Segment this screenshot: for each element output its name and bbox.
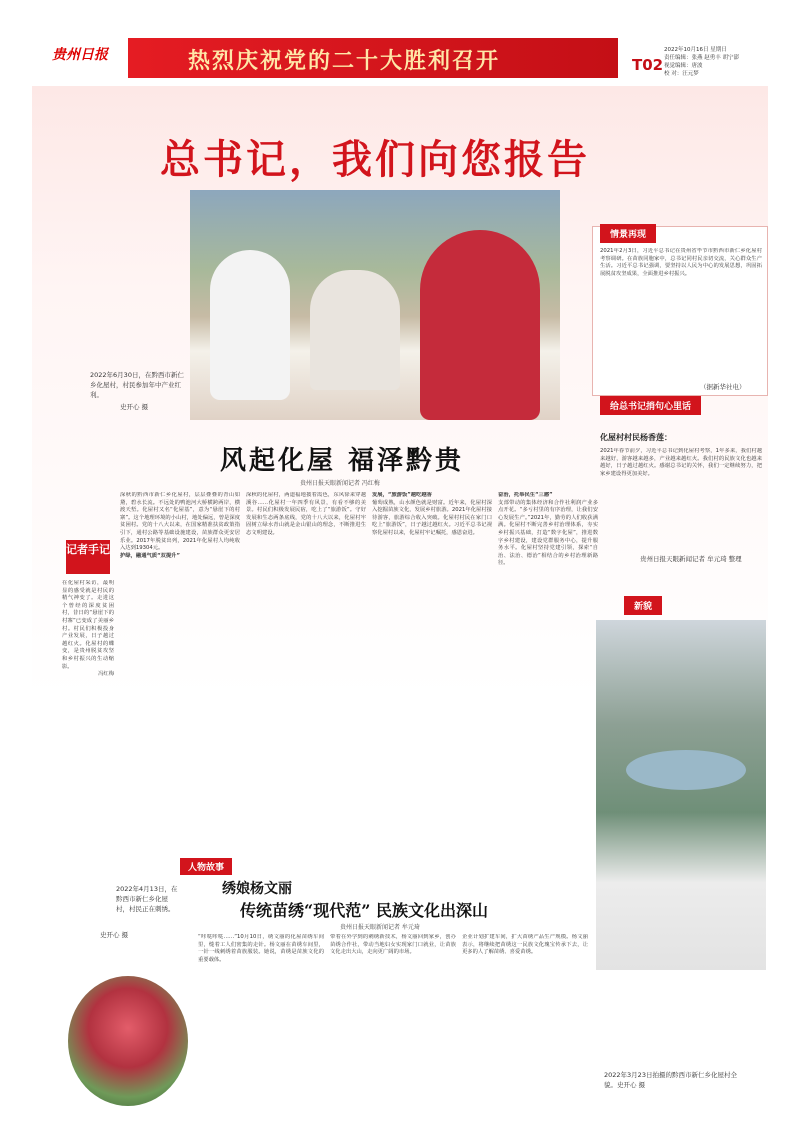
article-col-3: [372, 492, 492, 852]
notes-label: 记者手记: [66, 540, 110, 574]
letter-label: 给总书记捎句心里话: [600, 396, 701, 415]
banner-title: 热烈庆祝党的二十大胜利召开: [188, 48, 501, 74]
banner: [128, 38, 618, 78]
profile-col-1: “咔哒咔哒……”10月10日，绣文丽的化屋苗绣车间里，缝着工人们密集的走针。杨文丽在苗绣车间里，一针一线刺绣着苗族服装。她说，苗绣是苗族文化的重要载体。: [198, 934, 324, 963]
letter-greeting: 化屋村村民杨香莲：: [600, 433, 672, 442]
notes-text: [62, 580, 114, 810]
meta-visual: 视觉编辑：唐波: [664, 63, 703, 69]
meta-proof: 校 对：汪元梦: [664, 71, 699, 77]
photo-figure-left: [210, 250, 290, 400]
qingjing-credit: （据新华社电）: [700, 383, 746, 391]
article-col-1: [120, 492, 240, 852]
article-headline: 风起化屋 福泽黔贵: [220, 446, 465, 476]
qingjing-text: 2021年2月3日，习近平总书记在贵州省毕节市黔西市新仁乡化屋村考察调研。在苗族同胞家中，总书记同村民亲切交流，关心群众生产生活。习近平总书记强调，要坚持以人民为中心的发展思想，巩固拓展脱贫攻坚成果，全面推进乡村振兴。: [600, 248, 762, 277]
profile-headline-1: 绣娘杨文丽: [222, 881, 292, 897]
profile-byline: 贵州日报天眼新闻记者 牟元琦: [340, 924, 420, 931]
village-photo: [596, 620, 766, 970]
subhead-2: 发展，“旅游饭”越吃越香: [372, 492, 432, 498]
meta-date: 2022年10月16日 星期日: [664, 47, 727, 53]
letter-text: 2021年春节前夕，习近平总书记到化屋村考察，1年多来，我们村越来越好，游客越来越多，产业越来越红火。我们村的民族文化也越来越好，日子越过越红火。感谢总书记的关怀，我们一定继续努力，把家乡建设得更加美好。: [600, 448, 762, 477]
xinmao-label: 新貌: [624, 596, 662, 615]
xinmao-caption: 2022年3月23日拍摄的黔西市新仁乡化屋村全貌。史开心 摄: [604, 1071, 737, 1089]
meta-editor: 责任编辑：张燕 赵勇丰 胡宁澎: [664, 55, 739, 61]
article-byline: 贵州日报天眼新闻记者 冯红梅: [300, 480, 380, 487]
profile-col-3: 企业计划扩建车间，扩大苗绣产品生产规模。杨文丽表示，将继续把苗绣这一民族文化瑰宝传承下去，让更多的人了解苗绣、喜爱苗绣。: [462, 934, 588, 956]
left-caption: 2022年4月13日，在黔西市新仁乡化屋村，村民正在刺绣。: [116, 885, 178, 913]
article-col-2: 深秋的化屋村，两道福地披着霞色，东风徐来穿越溪谷……化屋村一年四季有风景，有看不够的美景。村民们积极发展民宿，吃上了“旅游饭”。守好发展和生态两条底线，党的十八大以来，化屋村牢固树立绿水青山就是金山银山的理念，不断推进生态文明建设。: [246, 492, 366, 536]
profile-headline-2: 传统苗绣“现代范” 民族文化出深山: [240, 901, 488, 920]
logo: 贵州日报: [52, 47, 108, 63]
subhead-3: 奋治，托举民生“三感”: [498, 492, 553, 498]
photo-figure-right: [420, 230, 540, 420]
left-credit: 史开心 摄: [100, 931, 129, 939]
article-col-4: [498, 492, 598, 852]
page-number: T02: [632, 56, 664, 74]
qingjing-label: 情景再现: [600, 224, 656, 243]
river-shape: [626, 750, 746, 790]
col1-text: 深秋的黔西市新仁乡化屋村，层层叠叠的青山如黛，碧水长流。不远处的鸭池河大桥横跨两岸，横渡天堑。化屋村又名“化屋基”，意为“悬崖下的村寨”。这个地理环境的小山村，地处偏远，曾是深度贫困村。党的十八大以来，在国家精准扶贫政策指引下，通村公路等基础设施建设，苗族群众更安居乐业。2017年脱贫出列，2021年化屋村人均纯收入达到19304元。: [120, 492, 240, 552]
subhead-1: 护绿，融通气质“双提升”: [120, 552, 180, 559]
col4-text: 支部带动的集体经济和合作社利润产业多点开花。“多亏村里的有序治理，让我们安心发展生产。”2021年，勤劳的人们收获满满。化屋村不断完善乡村治理体系，夯实乡村振兴基础，打造“数字化屋”，推进数字乡村建设，建设党群服务中心，提升服务水平。化屋村坚持党建引领，探索“自治、法治、德治”相结合的乡村治理新路径。: [498, 499, 598, 567]
profile-label: 人物故事: [180, 858, 232, 875]
letter-credit: 贵州日报天眼新闻记者 牟元琦 整理: [640, 555, 742, 563]
main-title: 总书记，我们向您报告: [160, 136, 590, 183]
photo-caption: 2022年6月30日，在黔西市新仁乡化屋村，村民参加年中产业红利。: [90, 371, 184, 399]
notes-body: 在化屋村采访，最明显的感受就是村民的精气神变了。走进这个曾经的深度贫困村，昔日的“悬崖下的村寨”已变成了美丽乡村。村民们积极投身产业发展，日子越过越红火。化屋村的蝶变，是贵州脱贫攻坚和乡村振兴的生动缩影。: [62, 580, 114, 670]
photo-credit: 史开心 摄: [120, 403, 149, 411]
photo-figure-middle: [310, 270, 400, 390]
main-photo: [190, 190, 560, 420]
profile-col-2: 带着在外学到的刺绣新技术，杨文丽回到家乡，创办苗绣合作社，带动当地妇女实现家门口就业，让苗族文化走出大山，走向更广阔的市场。: [330, 934, 456, 956]
page-meta: [664, 46, 774, 78]
embroidery-photo: [68, 976, 188, 1106]
col3-text: 葡萄成熟，山水颜色就是财富。近年来，化屋村深入挖掘苗族文化，发展乡村旅游。2021年化屋村接待游客，旅游综合收入突破。化屋村村民在家门口吃上“旅游饭”，日子越过越红火。习近平总书记视察化屋村以来，化屋村牢记嘱托，感恩奋进。: [372, 499, 492, 536]
notes-credit: 冯红梅: [98, 671, 114, 678]
